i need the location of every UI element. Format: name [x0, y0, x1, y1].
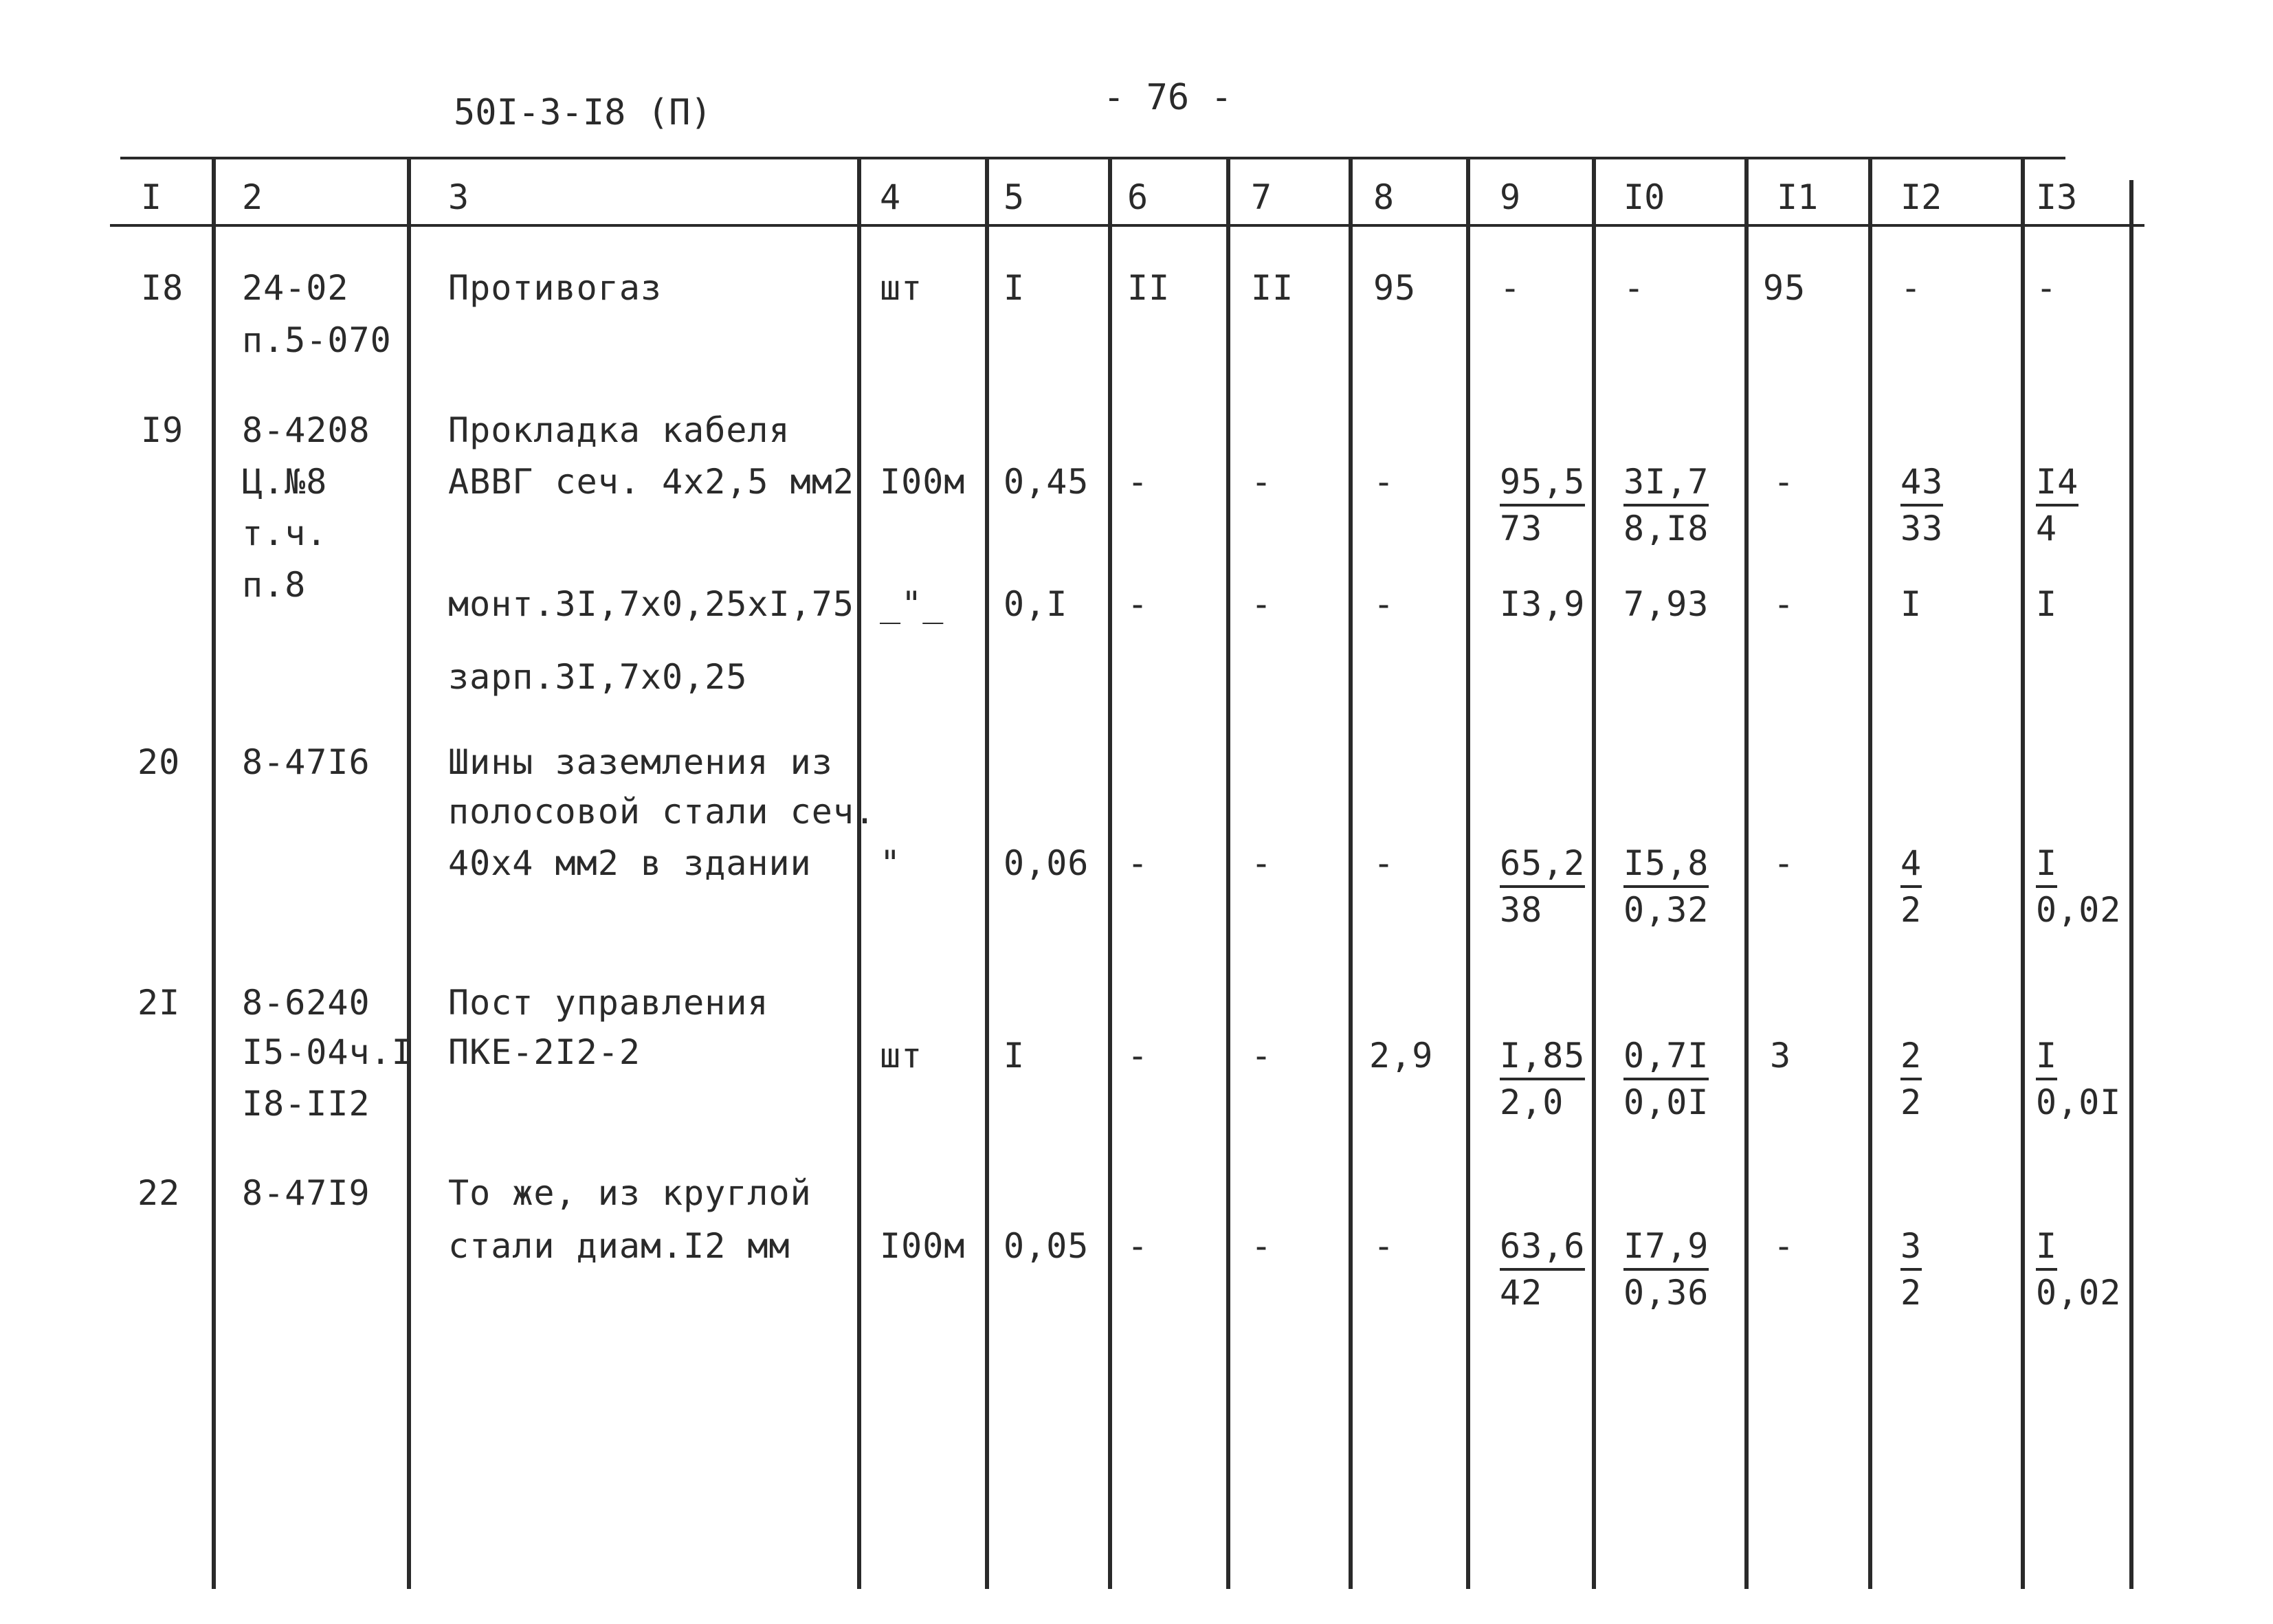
row-number: I8 — [141, 268, 184, 308]
unit-cell: I00м — [880, 1226, 966, 1266]
col13-fraction — [2036, 1034, 2121, 1124]
col12-fraction — [1900, 842, 1922, 932]
work-name-line: зарп.3I,7х0,25 — [448, 657, 748, 697]
quantity-cell: 0,45 — [1004, 462, 1089, 502]
col7-cell: - — [1251, 843, 1273, 883]
col12-cell: I — [1900, 584, 1922, 624]
fraction-numerator: I — [2036, 1035, 2057, 1080]
fraction-numerator: 4 — [1900, 843, 1922, 888]
fraction-numerator: 43 — [1900, 461, 1943, 507]
work-name-line: АВВГ сеч. 4х2,5 мм2 — [448, 462, 854, 502]
work-name-line: То же, из круглой — [448, 1173, 812, 1213]
col13-fraction — [2036, 460, 2078, 550]
header-col-12: I2 — [1900, 177, 1942, 217]
fraction-denominator: 0,02 — [2036, 890, 2122, 930]
header-col-5: 5 — [1004, 177, 1025, 217]
fraction-numerator: I5,8 — [1623, 843, 1709, 888]
work-name-line: стали диам.I2 мм — [448, 1226, 790, 1266]
fraction-numerator: 3 — [1900, 1225, 1922, 1271]
unit-cell: шт — [880, 268, 923, 308]
rate-code-line: I8-II2 — [242, 1084, 370, 1124]
fraction-numerator: I7,9 — [1623, 1225, 1709, 1271]
col9-cell: I3,9 — [1500, 584, 1586, 624]
header-col-6: 6 — [1127, 177, 1149, 217]
col7-cell: - — [1251, 584, 1273, 624]
fraction-numerator: 2 — [1900, 1035, 1922, 1080]
header-bottom-rule — [110, 224, 2144, 227]
col11-cell: - — [1773, 1226, 1795, 1266]
rate-code-line: 8-6240 — [242, 983, 370, 1023]
header-col-1: I — [141, 177, 162, 217]
column-divider-10 — [1744, 159, 1749, 1589]
col10-fraction — [1623, 842, 1709, 932]
col6-cell: - — [1127, 843, 1149, 883]
quantity-cell: 0,05 — [1004, 1226, 1089, 1266]
col8-cell: - — [1373, 584, 1395, 624]
col10-fraction — [1623, 1034, 1709, 1124]
column-divider-6 — [1226, 159, 1230, 1589]
fraction-denominator: 42 — [1500, 1273, 1543, 1313]
rate-code-line: 24-02 — [242, 268, 349, 308]
column-divider-11 — [1868, 159, 1872, 1589]
fraction-numerator: 0,7I — [1623, 1035, 1709, 1080]
rate-code-line: п.5-070 — [242, 320, 392, 360]
col12-fraction — [1900, 1225, 1922, 1315]
unit-cell: " — [880, 843, 902, 883]
fraction-numerator: I — [2036, 843, 2057, 888]
row-number: I9 — [141, 410, 184, 450]
fraction-denominator: 0,36 — [1623, 1273, 1709, 1313]
fraction-denominator: 0,0I — [2036, 1082, 2122, 1122]
fraction-numerator: 63,6 — [1500, 1225, 1585, 1271]
unit-cell: шт — [880, 1036, 923, 1076]
row-number: 20 — [137, 742, 181, 782]
fraction-denominator: 2 — [1900, 890, 1922, 930]
header-col-3: 3 — [448, 177, 469, 217]
fraction-numerator: I,85 — [1500, 1035, 1585, 1080]
col11-cell: 3 — [1770, 1036, 1792, 1076]
col9-fraction — [1500, 1225, 1585, 1315]
fraction-denominator: 0,32 — [1623, 890, 1709, 930]
work-name-line: Прокладка кабеля — [448, 410, 790, 450]
rate-code-line: I5-04ч.I — [242, 1032, 413, 1072]
work-name-line: монт.3I,7х0,25хI,75 — [448, 584, 854, 624]
document-code: 50I-3-I8 (П) — [454, 92, 712, 133]
header-col-9: 9 — [1500, 177, 1521, 217]
col7-cell: - — [1251, 1226, 1273, 1266]
col10-cell: - — [1623, 268, 1645, 308]
column-divider-8 — [1466, 159, 1470, 1589]
fraction-denominator: 0,0I — [1623, 1082, 1709, 1122]
rate-code-line: 8-47I9 — [242, 1173, 370, 1213]
unit-cell: I00м — [880, 462, 966, 502]
fraction-denominator: 0,02 — [2036, 1273, 2122, 1313]
work-name-line: 40х4 мм2 в здании — [448, 843, 812, 883]
col11-cell: - — [1773, 843, 1795, 883]
column-divider-4 — [985, 159, 989, 1589]
col13-cell: I — [2036, 584, 2058, 624]
col8-cell: 95 — [1373, 268, 1417, 308]
col9-fraction — [1500, 460, 1585, 550]
work-name-line: полосовой стали сеч. — [448, 792, 876, 832]
header-col-8: 8 — [1373, 177, 1395, 217]
column-divider-1 — [212, 159, 216, 1589]
header-col-11: I1 — [1777, 177, 1819, 217]
col8-cell: - — [1373, 462, 1395, 502]
fraction-denominator: 4 — [2036, 509, 2058, 548]
fraction-denominator: 2 — [1900, 1082, 1922, 1122]
col6-cell: - — [1127, 1226, 1149, 1266]
col9-fraction — [1500, 842, 1585, 932]
col12-fraction — [1900, 460, 1943, 550]
col10-cell: 7,93 — [1623, 584, 1709, 624]
col10-fraction — [1623, 460, 1709, 550]
col13-fraction — [2036, 842, 2121, 932]
fraction-numerator: I4 — [2036, 461, 2078, 507]
fraction-denominator: 33 — [1900, 509, 1944, 548]
fraction-numerator: 65,2 — [1500, 843, 1585, 888]
rate-code-line: 8-47I6 — [242, 742, 370, 782]
work-name-line: Шины заземления из — [448, 742, 833, 782]
quantity-cell: 0,06 — [1004, 843, 1089, 883]
column-divider-12 — [2021, 159, 2025, 1589]
col10-fraction — [1623, 1225, 1709, 1315]
work-name-line: Противогаз — [448, 268, 663, 308]
header-col-4: 4 — [880, 177, 901, 217]
col6-cell: II — [1127, 268, 1171, 308]
work-name-line: Пост управления — [448, 983, 769, 1023]
col8-cell: - — [1373, 1226, 1395, 1266]
unit-cell: _"_ — [880, 584, 944, 624]
col6-cell: - — [1127, 584, 1149, 624]
col6-cell: - — [1127, 1036, 1149, 1076]
fraction-numerator: I — [2036, 1225, 2057, 1271]
col7-cell: - — [1251, 462, 1273, 502]
column-divider-7 — [1349, 159, 1353, 1589]
col8-cell: 2,9 — [1369, 1036, 1434, 1076]
col9-fraction — [1500, 1034, 1585, 1124]
fraction-numerator: 3I,7 — [1623, 461, 1709, 507]
col8-cell: - — [1373, 843, 1395, 883]
column-divider-5 — [1108, 159, 1112, 1589]
rate-code-line: т.ч. — [242, 513, 328, 553]
fraction-numerator: 95,5 — [1500, 461, 1585, 507]
table-top-rule — [120, 157, 2065, 159]
col11-cell: - — [1773, 584, 1795, 624]
col7-cell: - — [1251, 1036, 1273, 1076]
work-name-line: ПКЕ-2I2-2 — [448, 1032, 641, 1072]
col13-fraction — [2036, 1225, 2121, 1315]
column-divider-9 — [1592, 159, 1596, 1589]
col11-cell: 95 — [1763, 268, 1806, 308]
fraction-denominator: 38 — [1500, 890, 1543, 930]
header-col-7: 7 — [1251, 177, 1272, 217]
fraction-denominator: 73 — [1500, 509, 1543, 548]
col13-cell: - — [2036, 268, 2058, 308]
rate-code-line: Ц.№8 — [242, 462, 328, 502]
fraction-denominator: 2 — [1900, 1273, 1922, 1313]
col11-cell: - — [1773, 462, 1795, 502]
rate-code-line: п.8 — [242, 565, 307, 605]
column-divider-3 — [857, 159, 861, 1589]
row-number: 22 — [137, 1173, 181, 1213]
fraction-denominator: 8,I8 — [1623, 509, 1709, 548]
header-col-13: I3 — [2036, 177, 2078, 217]
row-number: 2I — [137, 983, 181, 1023]
page-number: - 76 - — [1103, 77, 1232, 118]
quantity-cell: 0,I — [1004, 584, 1068, 624]
fraction-denominator: 2,0 — [1500, 1082, 1564, 1122]
quantity-cell: I — [1004, 268, 1025, 308]
col12-fraction — [1900, 1034, 1922, 1124]
header-col-10: I0 — [1623, 177, 1665, 217]
column-divider-13 — [2129, 180, 2133, 1589]
quantity-cell: I — [1004, 1036, 1025, 1076]
col7-cell: II — [1251, 268, 1294, 308]
col9-cell: - — [1500, 268, 1522, 308]
col6-cell: - — [1127, 462, 1149, 502]
col12-cell: - — [1900, 268, 1922, 308]
header-col-2: 2 — [242, 177, 263, 217]
column-divider-2 — [407, 159, 411, 1589]
rate-code-line: 8-4208 — [242, 410, 370, 450]
